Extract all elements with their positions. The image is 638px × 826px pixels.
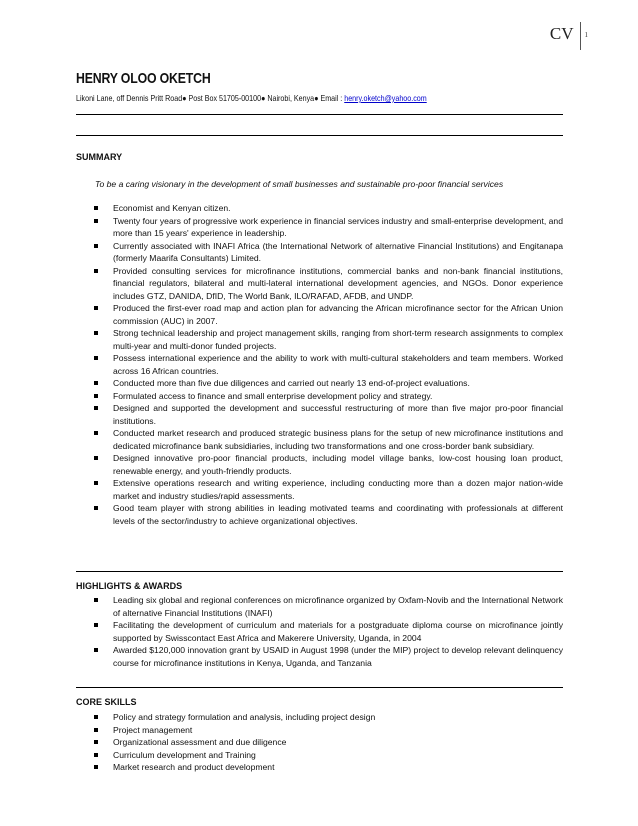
list-item: Formulated access to finance and small enterprise development policy and strategy. (76, 390, 563, 403)
contact-line (76, 93, 427, 103)
list-item: Economist and Kenyan citizen. (76, 202, 563, 215)
highlights-rule (76, 687, 563, 688)
highlights-heading: HIGHLIGHTS & AWARDS (76, 581, 183, 591)
list-item: Market research and product development (76, 761, 563, 774)
page-header (550, 22, 588, 50)
header-rule-bottom (76, 135, 563, 136)
list-item: Possess international experience and the ability to work with multi-cultural stakeholders and team members. Worked across 16 African countries. (76, 352, 563, 377)
list-item: Curriculum development and Training (76, 749, 563, 762)
core-skills-heading: CORE SKILLS (76, 697, 137, 707)
list-item: Produced the first-ever road map and action plan for advancing the African microfinance sector for the African Union commission (AUC) in 2007. (76, 302, 563, 327)
list-item: Conducted market research and produced strategic business plans for the setup of new microfinance institutions and dedicated microfinance bank subsidiaries, including two transformations and one cross-border bank subsidiary. (76, 427, 563, 452)
page-number: 1 (584, 31, 588, 39)
summary-tagline: To be a caring visionary in the development of small businesses and sustainable pro-poor financial services (95, 179, 504, 189)
header-divider (580, 22, 581, 50)
summary-list (76, 202, 563, 527)
summary-heading: SUMMARY (76, 152, 123, 162)
list-item: Currently associated with INAFI Africa (the International Network of alternative Financial Institutions) and Engitanapa (formerly Maarifa Consultants) Limited. (76, 240, 563, 265)
list-item: Facilitating the development of curriculum and materials for a postgraduate diploma course on microfinance jointly supported by Swisscontact East Africa and Makerere University, Uganda, in 2004 (76, 619, 563, 644)
list-item: Policy and strategy formulation and analysis, including project design (76, 711, 563, 724)
list-item: Extensive operations research and writing experience, including conducting more than a dozen major nation-wide market and industry studies/rapid assessments. (76, 477, 563, 502)
list-item: Strong technical leadership and project management skills, ranging from short-term research assignments to complex multi-year and multi-donor funded projects. (76, 327, 563, 352)
candidate-name: HENRY OLOO OKETCH (76, 70, 211, 87)
contact-address: Likoni Lane, off Dennis Pritt Road● Post Box 51705-00100● Nairobi, Kenya● Email : (76, 93, 345, 103)
list-item: Twenty four years of progressive work experience in financial services industry and small-enterprise development, and more than 15 years' experience in leadership. (76, 215, 563, 240)
list-item: Project management (76, 724, 563, 737)
email-link[interactable]: henry.oketch@yahoo.com (344, 93, 427, 103)
list-item: Leading six global and regional conferences on microfinance organized by Oxfam-Novib and the International Network of alternative Financial Institutions (INAFI) (76, 594, 563, 619)
list-item: Provided consulting services for microfinance institutions, commercial banks and non-bank financial institutions, financial regulators, bilateral and multi-lateral international development agencies, and NGOs. Donor experience includes GTZ, DANIDA, DfID, The World Bank, ILO/RAFAD, AFDB, and UNDP. (76, 265, 563, 303)
list-item: Designed and supported the development and successful restructuring of more than five major pro-poor financial institutions. (76, 402, 563, 427)
core-skills-list (76, 711, 563, 774)
list-item: Awarded $120,000 innovation grant by USAID in August 1998 (under the MIP) project to develop relevant delinquency course for microfinance institutions in Kenya, Uganda, and Tanzania (76, 644, 563, 669)
list-item: Organizational assessment and due diligence (76, 736, 563, 749)
list-item: Designed innovative pro-poor financial products, including model village banks, low-cost housing loan product, renewable energy, and youth-friendly products. (76, 452, 563, 477)
highlights-list (76, 594, 563, 669)
list-item: Conducted more than five due diligences and carried out nearly 13 end-of-project evaluations. (76, 377, 563, 390)
summary-rule (76, 571, 563, 572)
cv-label: CV (549, 24, 574, 43)
list-item: Good team player with strong abilities in leading motivated teams and coordinating with professionals at different levels of the sector/industry to achieve organizational objectives. (76, 502, 563, 527)
header-rule-top (76, 114, 563, 115)
